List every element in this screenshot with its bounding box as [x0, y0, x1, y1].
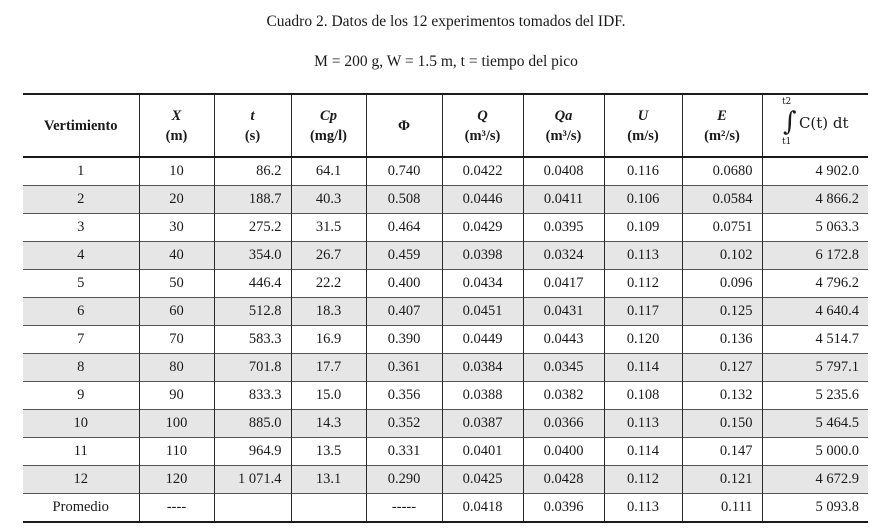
integral-expression: C(t) dt — [798, 113, 849, 132]
cell-q: 0.0401 — [442, 438, 523, 466]
cell-cp: 18.3 — [291, 298, 366, 326]
cell-vertimiento: 4 — [23, 242, 139, 270]
table-row — [23, 382, 868, 410]
cell-q: 0.0434 — [442, 270, 523, 298]
cell-phi: 0.361 — [366, 354, 442, 382]
cell-x: 10 — [139, 157, 214, 186]
integral-sign-icon: ∫ — [782, 106, 797, 137]
cell-u: 0.114 — [604, 354, 682, 382]
header-q: Q (m³/s) — [442, 94, 523, 157]
table-row — [23, 242, 868, 270]
header-x: X (m) — [139, 94, 214, 157]
cell-qa: 0.0324 — [523, 242, 604, 270]
cell-t: 885.0 — [214, 410, 291, 438]
cell-integral: 5 000.0 — [762, 438, 868, 466]
cell-q: 0.0446 — [442, 186, 523, 214]
cell-q: 0.0398 — [442, 242, 523, 270]
cell-e: 0.125 — [682, 298, 762, 326]
cell-u: 0.116 — [604, 157, 682, 186]
table-row — [23, 214, 868, 242]
cell-t: 86.2 — [214, 157, 291, 186]
cell-integral: 5 797.1 — [762, 354, 868, 382]
cell-integral: 5 464.5 — [762, 410, 868, 438]
cell-t: 964.9 — [214, 438, 291, 466]
cell-cp: 31.5 — [291, 214, 366, 242]
cell-q: 0.0418 — [442, 494, 523, 523]
cell-vertimiento: 1 — [23, 157, 139, 186]
cell-phi: 0.331 — [366, 438, 442, 466]
cell-x: 120 — [139, 466, 214, 494]
cell-vertimiento: 3 — [23, 214, 139, 242]
cell-qa: 0.0396 — [523, 494, 604, 523]
cell-u: 0.112 — [604, 270, 682, 298]
cell-cp: 16.9 — [291, 326, 366, 354]
cell-t: 512.8 — [214, 298, 291, 326]
table-row — [23, 494, 868, 523]
table-row — [23, 298, 868, 326]
cell-vertimiento: 9 — [23, 382, 139, 410]
cell-integral: 5 063.3 — [762, 214, 868, 242]
cell-q: 0.0388 — [442, 382, 523, 410]
cell-t: 701.8 — [214, 354, 291, 382]
cell-cp: 40.3 — [291, 186, 366, 214]
cell-e: 0.150 — [682, 410, 762, 438]
cell-qa: 0.0345 — [523, 354, 604, 382]
cell-cp: 13.5 — [291, 438, 366, 466]
cell-x: ---- — [139, 494, 214, 523]
cell-phi: 0.400 — [366, 270, 442, 298]
cell-u: 0.113 — [604, 410, 682, 438]
cell-e: 0.0584 — [682, 186, 762, 214]
cell-integral: 4 796.2 — [762, 270, 868, 298]
cell-e: 0.096 — [682, 270, 762, 298]
cell-integral: 4 640.4 — [762, 298, 868, 326]
integral-upper-limit: t2 — [781, 96, 792, 107]
cell-e: 0.121 — [682, 466, 762, 494]
cell-t: 354.0 — [214, 242, 291, 270]
cell-qa: 0.0395 — [523, 214, 604, 242]
cell-phi: 0.356 — [366, 382, 442, 410]
cell-cp: 26.7 — [291, 242, 366, 270]
cell-x: 100 — [139, 410, 214, 438]
table-row — [23, 326, 868, 354]
cell-phi: 0.740 — [366, 157, 442, 186]
cell-phi: 0.508 — [366, 186, 442, 214]
cell-phi: 0.352 — [366, 410, 442, 438]
header-vertimiento: Vertimiento — [23, 94, 139, 157]
header-cp: Cp (mg/l) — [291, 94, 366, 157]
cell-qa: 0.0417 — [523, 270, 604, 298]
cell-x: 80 — [139, 354, 214, 382]
cell-t: 446.4 — [214, 270, 291, 298]
integral-lower-limit: t1 — [781, 136, 792, 147]
cell-integral: 4 902.0 — [762, 157, 868, 186]
table-row — [23, 354, 868, 382]
cell-phi: 0.390 — [366, 326, 442, 354]
cell-integral: 4 672.9 — [762, 466, 868, 494]
table-body — [23, 157, 868, 522]
cell-t: 188.7 — [214, 186, 291, 214]
cell-qa: 0.0382 — [523, 382, 604, 410]
cell-x: 60 — [139, 298, 214, 326]
header-qa: Qa (m³/s) — [523, 94, 604, 157]
cell-u: 0.114 — [604, 438, 682, 466]
cell-u: 0.109 — [604, 214, 682, 242]
cell-q: 0.0422 — [442, 157, 523, 186]
cell-t: 1 071.4 — [214, 466, 291, 494]
table-row — [23, 466, 868, 494]
cell-integral: 4 866.2 — [762, 186, 868, 214]
cell-phi: ----- — [366, 494, 442, 523]
cell-e: 0.0751 — [682, 214, 762, 242]
cell-qa: 0.0428 — [523, 466, 604, 494]
header-phi: Φ — [366, 94, 442, 157]
header-t: t (s) — [214, 94, 291, 157]
cell-u: 0.112 — [604, 466, 682, 494]
cell-q: 0.0387 — [442, 410, 523, 438]
cell-e: 0.102 — [682, 242, 762, 270]
cell-qa: 0.0411 — [523, 186, 604, 214]
cell-qa: 0.0366 — [523, 410, 604, 438]
cell-vertimiento: 11 — [23, 438, 139, 466]
table-row — [23, 270, 868, 298]
table-row — [23, 410, 868, 438]
cell-cp: 14.3 — [291, 410, 366, 438]
cell-e: 0.111 — [682, 494, 762, 523]
cell-t — [214, 494, 291, 523]
cell-vertimiento: 12 — [23, 466, 139, 494]
cell-cp: 22.2 — [291, 270, 366, 298]
cell-vertimiento: 6 — [23, 298, 139, 326]
cell-x: 40 — [139, 242, 214, 270]
cell-e: 0.147 — [682, 438, 762, 466]
cell-integral: 5 235.6 — [762, 382, 868, 410]
table-caption: Cuadro 2. Datos de los 12 experimentos tomados del IDF. — [266, 13, 626, 30]
cell-q: 0.0449 — [442, 326, 523, 354]
cell-t: 583.3 — [214, 326, 291, 354]
cell-u: 0.120 — [604, 326, 682, 354]
cell-q: 0.0384 — [442, 354, 523, 382]
cell-integral: 6 172.8 — [762, 242, 868, 270]
cell-cp: 17.7 — [291, 354, 366, 382]
data-table — [23, 93, 868, 523]
cell-vertimiento: 10 — [23, 410, 139, 438]
table-row — [23, 186, 868, 214]
cell-e: 0.0680 — [682, 157, 762, 186]
cell-x: 90 — [139, 382, 214, 410]
cell-t: 275.2 — [214, 214, 291, 242]
cell-u: 0.113 — [604, 242, 682, 270]
cell-phi: 0.459 — [366, 242, 442, 270]
cell-phi: 0.407 — [366, 298, 442, 326]
cell-u: 0.117 — [604, 298, 682, 326]
cell-phi: 0.464 — [366, 214, 442, 242]
cell-integral: 4 514.7 — [762, 326, 868, 354]
cell-e: 0.136 — [682, 326, 762, 354]
cell-t: 833.3 — [214, 382, 291, 410]
table-row — [23, 157, 868, 186]
cell-qa: 0.0443 — [523, 326, 604, 354]
cell-phi: 0.290 — [366, 466, 442, 494]
cell-x: 20 — [139, 186, 214, 214]
header-e: E (m²/s) — [682, 94, 762, 157]
table-header — [23, 94, 868, 157]
cell-q: 0.0429 — [442, 214, 523, 242]
cell-cp: 64.1 — [291, 157, 366, 186]
header-integral — [762, 94, 868, 157]
cell-integral: 5 093.8 — [762, 494, 868, 523]
cell-cp: 15.0 — [291, 382, 366, 410]
cell-q: 0.0451 — [442, 298, 523, 326]
cell-qa: 0.0408 — [523, 157, 604, 186]
header-u: U (m/s) — [604, 94, 682, 157]
cell-vertimiento: 7 — [23, 326, 139, 354]
cell-cp — [291, 494, 366, 523]
cell-q: 0.0425 — [442, 466, 523, 494]
cell-u: 0.108 — [604, 382, 682, 410]
table-row — [23, 438, 868, 466]
table-parameters: M = 200 g, W = 1.5 m, t = tiempo del pico — [314, 53, 578, 70]
cell-vertimiento: 5 — [23, 270, 139, 298]
cell-vertimiento: 8 — [23, 354, 139, 382]
cell-qa: 0.0431 — [523, 298, 604, 326]
cell-e: 0.132 — [682, 382, 762, 410]
cell-x: 30 — [139, 214, 214, 242]
cell-x: 50 — [139, 270, 214, 298]
cell-vertimiento: 2 — [23, 186, 139, 214]
cell-u: 0.106 — [604, 186, 682, 214]
cell-e: 0.127 — [682, 354, 762, 382]
cell-cp: 13.1 — [291, 466, 366, 494]
cell-qa: 0.0400 — [523, 438, 604, 466]
cell-x: 70 — [139, 326, 214, 354]
cell-u: 0.113 — [604, 494, 682, 523]
cell-x: 110 — [139, 438, 214, 466]
cell-vertimiento: Promedio — [23, 494, 139, 523]
